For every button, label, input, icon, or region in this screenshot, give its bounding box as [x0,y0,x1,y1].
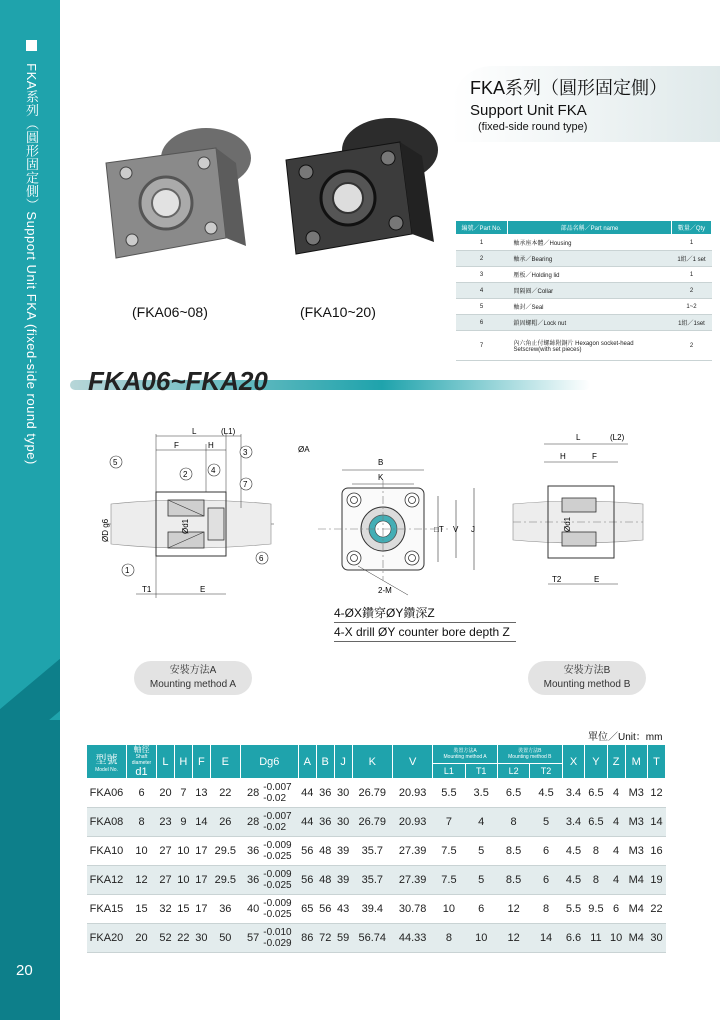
dim-left-l: L [192,427,197,436]
model-banner [70,366,590,396]
drill-note-en: 4-X drill ØY counter bore depth Z [334,623,516,642]
drawing-mounting-a [96,424,286,604]
table-row: 3 壓板／Holding lid 1 [456,267,712,283]
dim-left-f: F [174,441,179,450]
callout-3: 3 [243,448,248,457]
drawing-mounting-b [508,428,648,593]
table-row: 6 鎖固螺帽／Lock nut 1組／1set [456,315,712,331]
dim-right-l: L [576,433,581,442]
table-row: FKA15 15 32 15 17 36 40 -0.009 -0.025 65 56 43 39.4 30.78 10 6 12 8 5.5 9.5 6 M4 22 [87,895,666,924]
parts-header-qty: 數量／Qty [672,221,712,235]
dim-left-d1: Ød1 [181,518,190,534]
parts-header-name: 部品名稱／Part name [508,221,672,235]
dim-right-h: H [560,452,566,461]
callout-1: 1 [125,566,130,575]
spec-table: 型號 Model No. 軸徑 Shaft diameter d1 L H F E Dg6 A B J K V 裝置方法A Mounting method A 裝置方法B Mounting method B X Y Z M T L1 T1 L2 T2 FKA06 6 20 7 13 22 28 -0.007 -0.02 44 36 30 26.79 20.93 5.5 3.5 6.5 4.5 3.4 6.5 4 M3 12 FKA08 8 23 9 14 26 28 -0.007 -0.02 44 36 30 26.79 20.93 7 4 8 5 3.4 6.5 4 M3 14 FKA10 10 27 10 17 29.5 36 -0.009 -0.025 56 48 39 35.7 27.39 7.5 5 8.5 6 4.5 8 4 M3 16 FKA12 12 27 10 17 29.5 36 -0.009 -0.025 56 48 39 35.7 27.39 7.5 5 8.5 6 4.5 8 4 M4 19 FKA15 15 32 15 17 36 40 -0.009 -0.025 65 56 43 39.4 30.78 10 6 12 8 5.5 9.5 6 M4 22 FKA20 20 52 22 30 50 57 -0.010 -0.029 86 72 59 56.74 44.33 8 10 12 14 6.6 11 10 M4 30 [86,744,666,953]
dim-left-od: ØD g6 [101,518,110,542]
mounting-b-pill: 安裝方法B Mounting method B [528,661,646,695]
dim-mid-m: 2-M [378,586,392,595]
dim-left-l1: (L1) [221,427,236,436]
table-row: FKA06 6 20 7 13 22 28 -0.007 -0.02 44 36 30 26.79 20.93 5.5 3.5 6.5 4.5 3.4 6.5 4 M3 12 [87,779,666,808]
table-row: 5 軸封／Seal 1~2 [456,299,712,315]
callout-6: 6 [259,554,264,563]
sidebar [0,0,60,1020]
model-banner-text: FKA06~FKA20 [88,366,268,396]
caption-fka10-20: (FKA10~20) [300,304,376,320]
header-mounting-b: 裝置方法B Mounting method B [497,745,562,764]
table-row: 4 間隔圈／Collar 2 [456,283,712,299]
square-bullet-icon [26,40,37,51]
callout-7: 7 [243,480,248,489]
drawing-front-view [298,440,498,605]
dim-mid-v: V [453,525,459,534]
table-row: 2 軸承／Bearing 1組／1 set [456,251,712,267]
dim-right-t2: T2 [552,575,562,584]
header-model: 型號 Model No. [87,745,127,779]
table-row: FKA10 10 27 10 17 29.5 36 -0.009 -0.025 56 48 39 35.7 27.39 7.5 5 8.5 6 4.5 8 4 M3 16 [87,837,666,866]
dim-right-l2: (L2) [610,433,625,442]
title-en: Support Unit FKA [470,102,587,119]
title-box [452,66,720,142]
header-mounting-a: 裝置方法A Mounting method A [433,745,498,764]
dim-right-f: F [592,452,597,461]
sidebar-title: FKA系列（圓形固定側）Support Unit FKA (fixed-side round type) [22,40,41,465]
table-row: FKA20 20 52 22 30 50 57 -0.010 -0.029 86 72 59 56.74 44.33 8 10 12 14 6.6 11 10 M4 30 [87,924,666,953]
dim-mid-t: □T [434,525,444,534]
mounting-a-pill: 安裝方法A Mounting method A [134,661,252,695]
dim-mid-b: B [378,458,384,467]
dim-left-h: H [208,441,214,450]
title-zh: FKA系列（圓形固定側） [470,78,668,98]
caption-fka06-08: (FKA06~08) [132,304,208,320]
callout-2: 2 [183,470,188,479]
callout-5: 5 [113,458,118,467]
dim-right-d1: Ød1 [563,516,572,532]
table-row: FKA08 8 23 9 14 26 28 -0.007 -0.02 44 36 30 26.79 20.93 7 4 8 5 3.4 6.5 4 M3 14 [87,808,666,837]
callout-4: 4 [211,466,216,475]
parts-table [455,220,712,361]
product-image-fka06 [96,118,266,268]
parts-header-no: 編號／Part No. [456,221,508,235]
product-image-fka10 [278,110,448,265]
dim-left-t1: T1 [142,585,152,594]
dim-mid-a: ØA [298,445,310,454]
page-number: 20 [16,962,33,979]
table-row: 1 軸承座本體／Housing 1 [456,235,712,251]
title-sub: (fixed-side round type) [478,121,588,133]
header-shaft: 軸徑 Shaft diameter d1 [127,745,157,779]
dim-mid-j: J [471,525,475,534]
unit-note: 單位／Unit：mm [588,732,663,743]
dim-right-e: E [594,575,600,584]
dim-mid-k: K [378,473,384,482]
drill-note [334,604,516,642]
table-row: 7 內六角止付螺絲附銅片 Hexagon socket-head Setscrew(with set pieces) 2 [456,331,712,361]
dim-left-e: E [200,585,206,594]
table-row: FKA12 12 27 10 17 29.5 36 -0.009 -0.025 56 48 39 35.7 27.39 7.5 5 8.5 6 4.5 8 4 M4 19 [87,866,666,895]
drill-note-zh: 4-ØX鑽穿ØY鑽深Z [334,604,516,623]
